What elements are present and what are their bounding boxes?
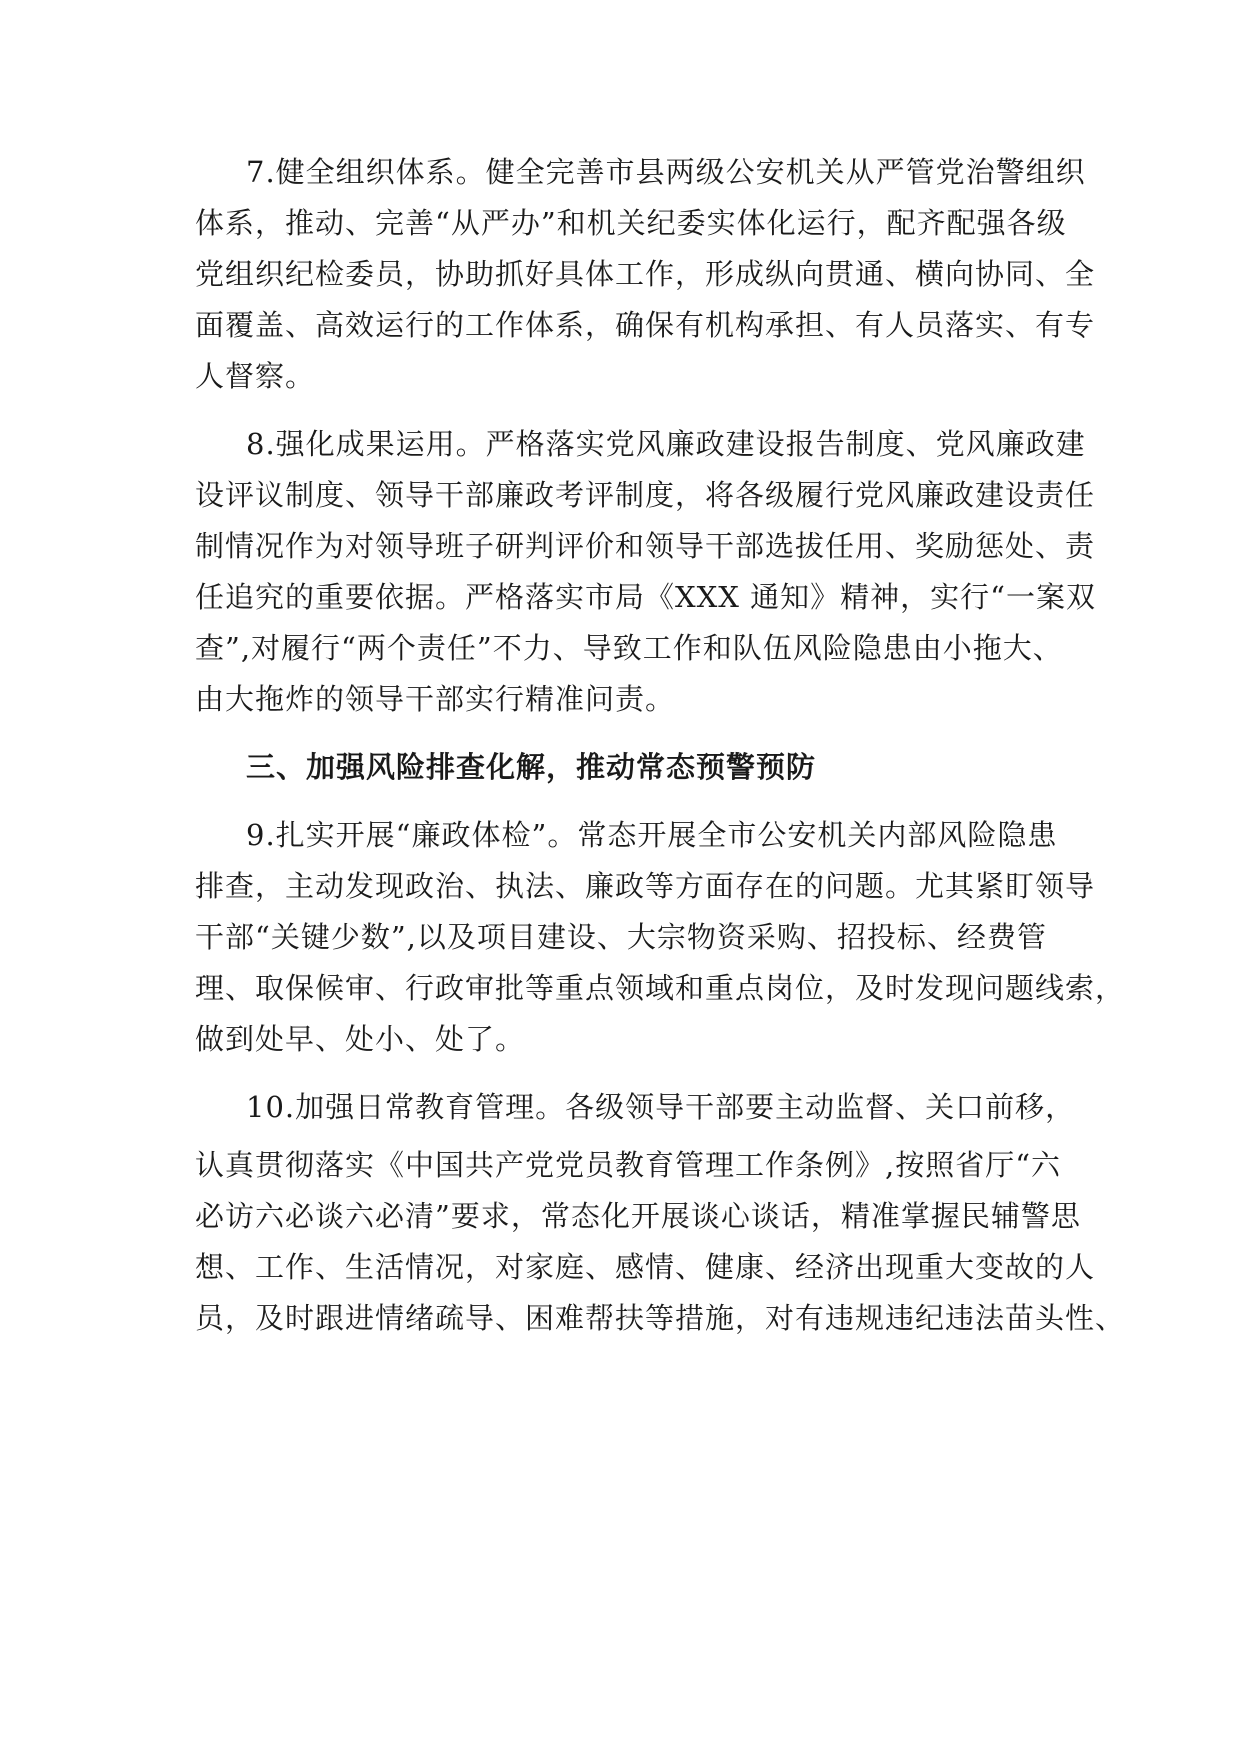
paragraph-10-line-4: 想、工作、生活情况，对家庭、感情、健康、经济出现重大变故的人: [195, 1250, 1096, 1284]
paragraph-9-line-3: 干部“关键少数”,以及项目建设、大宗物资采购、招投标、经费管: [195, 920, 1047, 954]
paragraph-10-line-1: 10.加强日常教育管理。各级领导干部要主动监督、关口前移，: [246, 1090, 1076, 1124]
paragraph-7-line-2: 体系，推动、完善“从严办”和机关纪委实体化运行，配齐配强各级: [195, 206, 1067, 240]
paragraph-8-line-3: 制情况作为对领导班子研判评价和领导干部选拔任用、奖励惩处、责: [195, 529, 1096, 563]
paragraph-10-line-3: 必访六必谈六必清”要求，常态化开展谈心谈话，精准掌握民辅警思: [195, 1199, 1081, 1233]
paragraph-8-line-4: 任追究的重要依据。严格落实市局《XXX 通知》精神，实行“一案双: [195, 580, 1096, 614]
paragraph-8-line-5: 查”,对履行“两个责任”不力、导致工作和队伍风险隐患由小拖大、: [195, 631, 1063, 665]
paragraph-9-line-5: 做到处早、处小、处了。: [195, 1022, 526, 1056]
paragraph-7-line-1: 7.健全组织体系。健全完善市县两级公安机关从严管党治警组织: [246, 155, 1086, 189]
paragraph-9-line-4: 理、取保候审、行政审批等重点领域和重点岗位，及时发现问题线索，: [195, 971, 1126, 1005]
paragraph-8-line-6: 由大拖炸的领导干部实行精准问责。: [195, 682, 676, 716]
paragraph-10-line-5: 员，及时跟进情绪疏导、困难帮扶等措施，对有违规违纪违法苗头性、: [195, 1301, 1126, 1335]
paragraph-7-line-4: 面覆盖、高效运行的工作体系，确保有机构承担、有人员落实、有专: [195, 308, 1096, 342]
paragraph-9-line-1: 9.扎实开展“廉政体检”。常态开展全市公安机关内部风险隐患: [246, 818, 1058, 852]
section-heading-3: 三、加强风险排查化解，推动常态预警预防: [246, 750, 817, 784]
paragraph-7-line-3: 党组织纪检委员，协助抓好具体工作，形成纵向贯通、横向协同、全: [195, 257, 1096, 291]
paragraph-10-line-2: 认真贯彻落实《中国共产党党员教育管理工作条例》,按照省厅“六: [195, 1148, 1062, 1182]
paragraph-8-line-2: 设评议制度、领导干部廉政考评制度，将各级履行党风廉政建设责任: [195, 478, 1096, 512]
paragraph-8-line-1: 8.强化成果运用。严格落实党风廉政建设报告制度、党风廉政建: [246, 427, 1086, 461]
paragraph-7-line-5: 人督察。: [195, 359, 316, 393]
paragraph-9-line-2: 排查，主动发现政治、执法、廉政等方面存在的问题。尤其紧盯领导: [195, 869, 1096, 903]
